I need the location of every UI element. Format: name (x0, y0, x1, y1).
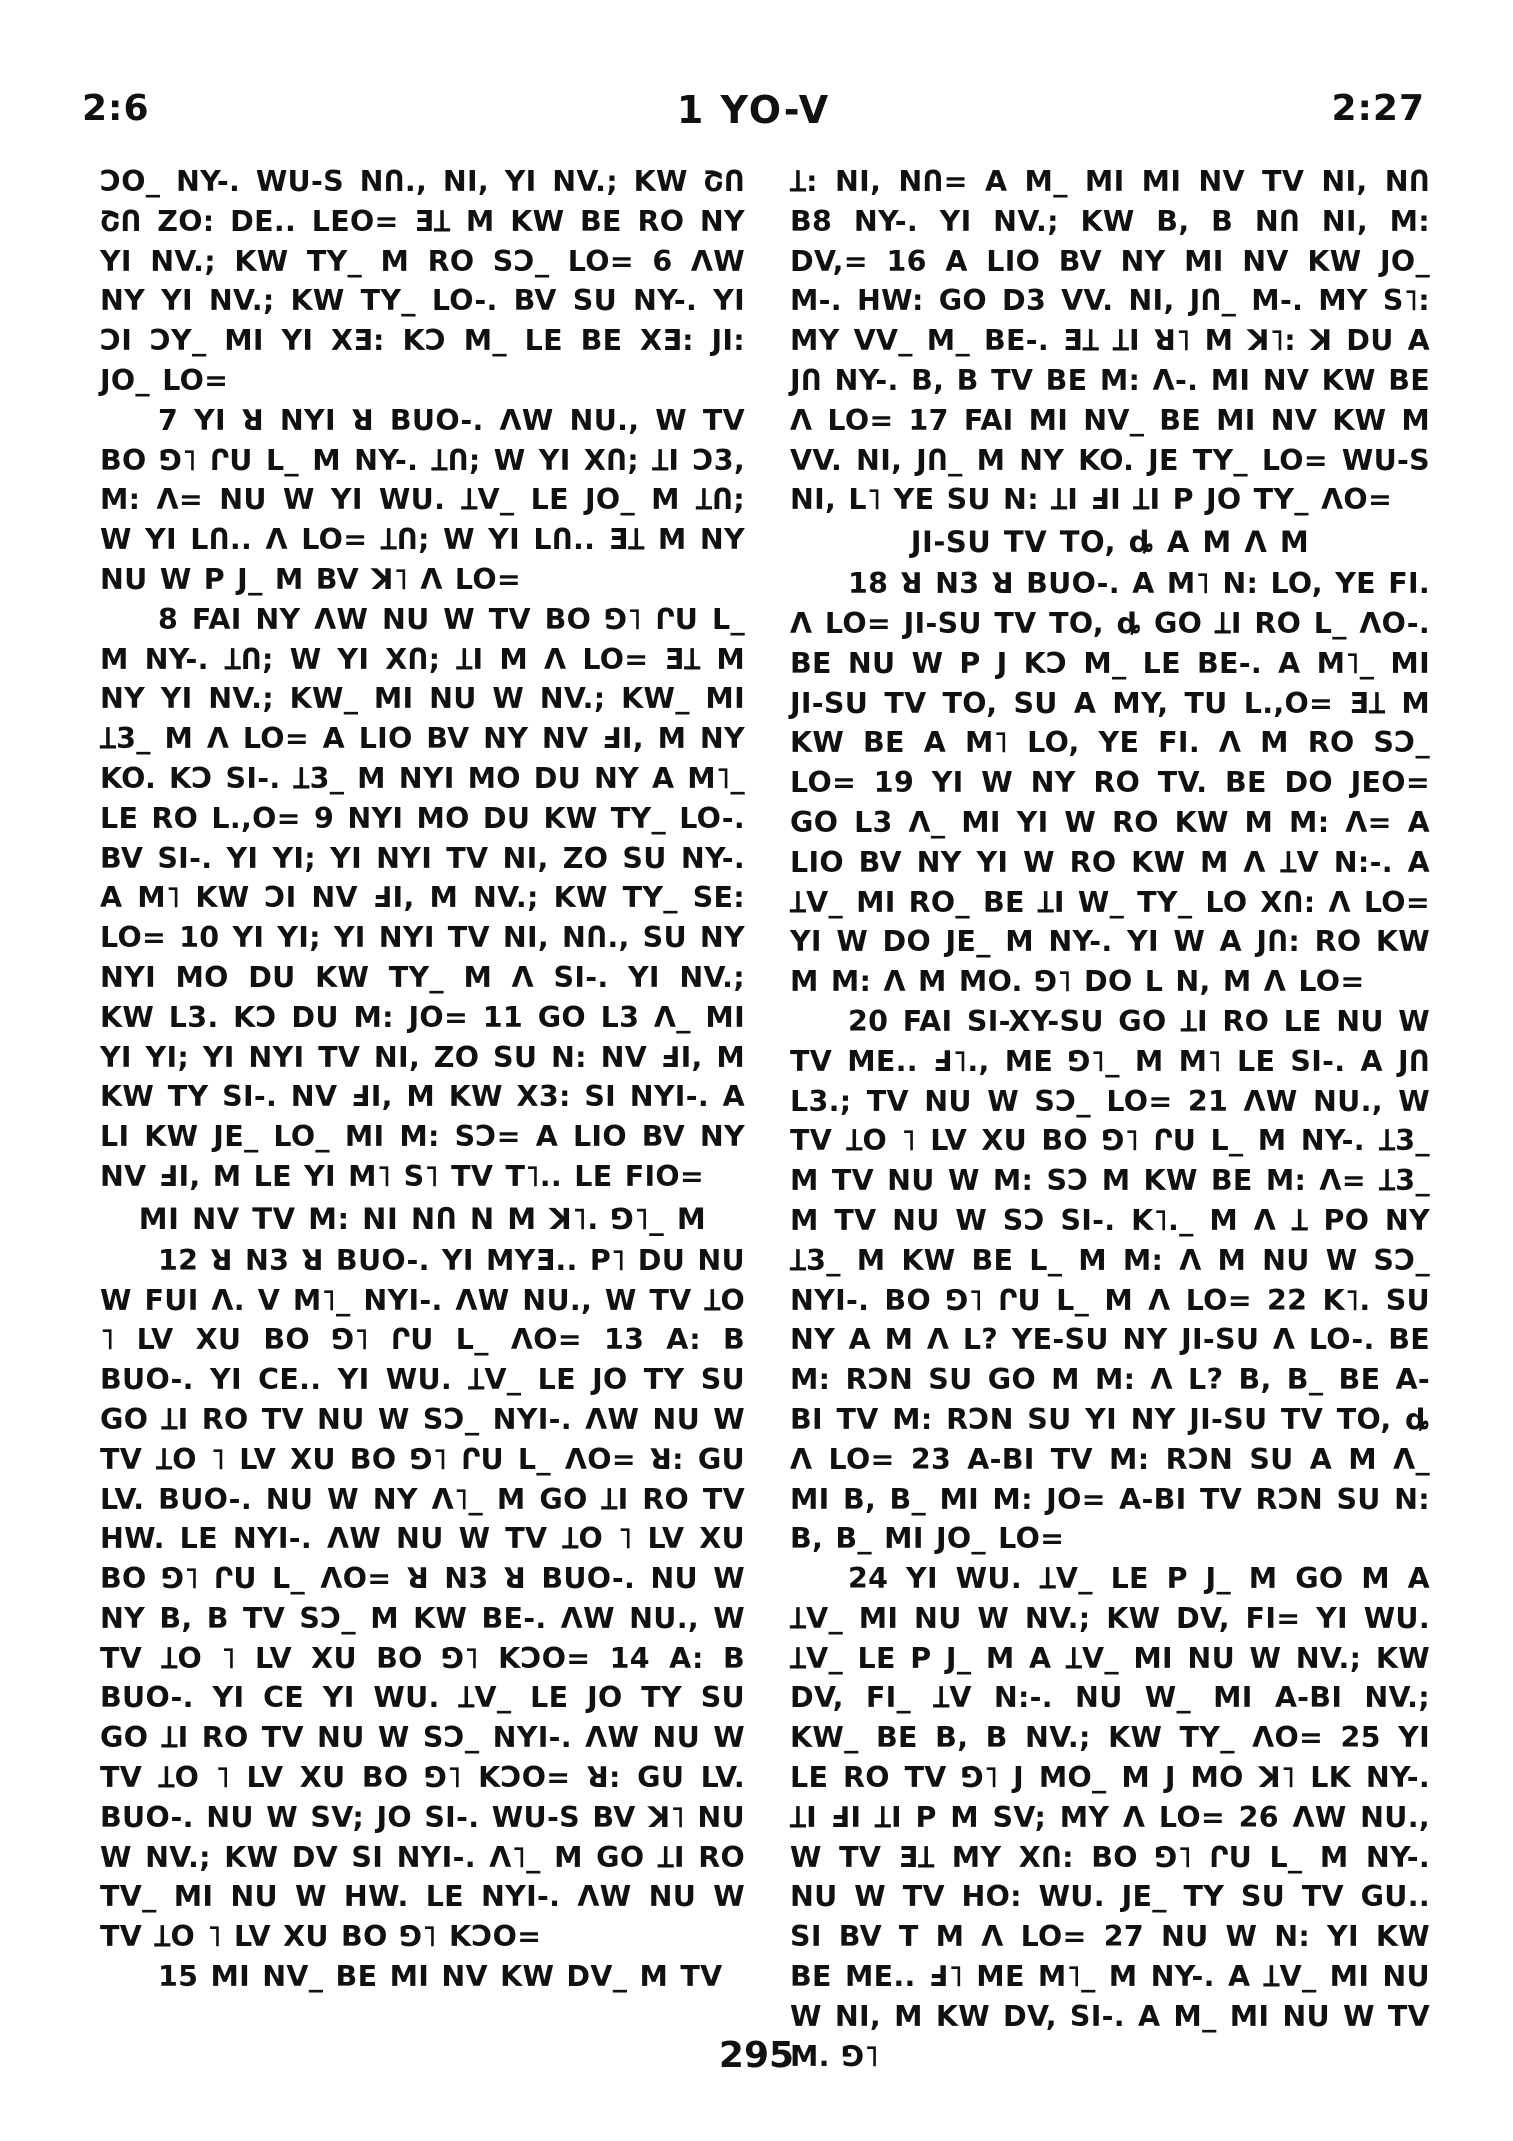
page-header (82, 88, 1425, 148)
verse-paragraph: 8 FAI NY ɅW NU W TV BO ⅁˥ ՐU L_ M NY-. ꞱՈ; W YI XՈ; ꞱI M Ʌ LO= ƎꞱ M NY YI NV.; KW_ MI NU W NV.; KW_ MI Ʇ3_ M Ʌ LO= A LIO BV NY NV ℲI, M NY KO. KƆ SI-. Ʇ3_ M NYI MO DU NY A M˥_ LE RO L.,O= 9 NYI MO DU KW TY_ LO-. BV SI-. YI YI; YI NYI TV NI, ZO SU NY-. A M˥ KW ƆI NV ℲI, M NV.; KW TY_ SE: LO= 10 YI YI; YI NYI TV NI, NՈ., SU NY NYI MO DU KW TY_ M Ʌ SI-. YI NV.; KW L3. KƆ DU M: JO= 11 GO L3 Ʌ_ MI YI YI; YI NYI TV NI, ZO SU N: NV ℲI, M KW TY SI-. NV ℲI, M KW X3: SI NYI-. A LI KW JE_ LO_ MI M: SƆ= A LIO BV NY NV ℲI, M LE YI M˥ S˥ TV T˥.. LE FIO= (100, 602, 745, 1193)
verse-paragraph: Ʇ: NI, NՈ= A M_ MI MI NV TV NI, NՈ B8 NY-. YI NV.; KW B, B NՈ NI, M: DV,= 16 A LIO BV NY MI NV KW JO_ M-. HW: GO D3 VV. NI, JՈ_ M-. MY S˥: MY VV_ M_ BE-. ƎꞱ ꞱI ꓤ˥ M ꓘ˥: ꓘ DU A JՈ NY-. B, B TV BE M: Ʌ-. MI NV KW BE Ʌ LO= 17 FAI MI NV_ BE MI NV KW M VV. NI, JՈ_ M NY KO. JE TY_ LO= WU-S NI, L˥ YE SU N: ꞱI ℲI ꞱI P JO TY_ ɅO= (790, 165, 1430, 517)
verse-paragraph: 24 YI WU. ꞱV_ LE P J_ M GO M A ꞱV_ MI NU W NV.; KW DV, FI= YI WU. ꞱV_ LE P J_ M A ꞱV_ MI NU W NV.; KW DV, FI_ ꞱV N:-. NU W_ MI A-BI NV.; KW_ BE B, B NV.; KW TY_ ɅO= 25 YI LE RO TV ⅁˥ J MO_ M J MO ꓘ˥ LK NY-. ꞱI ℲI ꞱI P M SV; MY Ʌ LO= 26 ɅW NU., W TV ƎꞱ MY XՈ: BO ⅁˥ ՐU L_ M NY-. NU W TV HO: WU. JE_ TY SU TV GU.. SI BV T M Ʌ LO= 27 NU W N: YI KW BE ME.. Ⅎ˥ ME M˥_ M NY-. A ꞱV_ MI NU W NI, M KW DV, SI-. A M_ MI NU W TV M. ⅁˥ (790, 1562, 1430, 2073)
section-heading: JI-SU TV TO, ȡ A M Ʌ M (910, 525, 1310, 560)
verse-paragraph: 7 YI ꓤ NYI ꓤ BUO-. ɅW NU., W TV BO ⅁˥ ՐU L_ M NY-. ꞱՈ; W YI XՈ; ꞱI Ɔ3, M: Ʌ= NU W YI WU. ꞱV_ LE JO_ M ꞱՈ; W YI LՈ.. Ʌ LO= ꞱՈ; W YI LՈ.. ƎꞱ M NY NU W P J_ M BV ꓘ˥ Ʌ LO= (100, 403, 745, 596)
verse-paragraph: 15 MI NV_ BE MI NV KW DV_ M TV (158, 1960, 723, 1994)
right-verse-reference: 2:27 (1331, 88, 1425, 129)
left-verse-reference: 2:6 (82, 88, 150, 129)
section-heading: MI NV TV M: NI NՈ N M ꓘ˥. ⅁˥_ M (138, 1201, 707, 1236)
left-text-column (100, 162, 745, 1997)
verse-paragraph: ƆO_ NY-. WU-S NՈ., NI, YI NV.; KW ՇՈ ՇՈ ZO: DE.. LEO= ƎꞱ M KW BE RO NY YI NV.; KW TY_ M RO SƆ_ LO= 6 ɅW NY YI NV.; KW TY_ LO-. BV SU NY-. YI ƆI ƆY_ MI YI XƎ: KƆ M_ LE BE XƎ: JI: JO_ LO= (100, 165, 745, 397)
verse-paragraph: 12 ꓤ N3 ꓤ BUO-. YI MYƎ.. P˥ DU NU W FUI Ʌ. V M˥_ NYI-. ɅW NU., W TV ꞱO ˥ LV XU BO ⅁˥ ՐU L_ ɅO= 13 A: B BUO-. YI CE.. YI WU. ꞱV_ LE JO TY SU GO ꞱI RO TV NU W SƆ_ NYI-. ɅW NU W TV ꞱO ˥ LV XU BO ⅁˥ ՐU L_ ɅO= ꓤ: GU LV. BUO-. NU W NY Ʌ˥_ M GO ꞱI RO TV HW. LE NYI-. ɅW NU W TV ꞱO ˥ LV XU BO ⅁˥ ՐU L_ ɅO= ꓤ N3 ꓤ BUO-. NU W NY B, B TV SƆ_ M KW BE-. ɅW NU., W TV ꞱO ˥ LV XU BO ⅁˥ KƆO= 14 A: B BUO-. YI CE YI WU. ꞱV_ LE JO TY SU GO ꞱI RO TV NU W SƆ_ NYI-. ɅW NU W TV ꞱO ˥ LV XU BO ⅁˥ KƆO= ꓤ: GU LV. BUO-. NU W SV; JO SI-. WU-S BV ꓘ˥ NU W NV.; KW DV SI NYI-. Ʌ˥_ M GO ꞱI RO TV_ MI NU W HW. LE NYI-. ɅW NU W TV ꞱO ˥ LV XU BO ⅁˥ KƆO= (100, 1243, 746, 1954)
right-text-column (790, 162, 1430, 2076)
page-number: 295 (718, 2035, 795, 2076)
verse-paragraph: 18 ꓤ N3 ꓤ BUO-. A M˥ N: LO, YE FI. Ʌ LO= JI-SU TV TO, ȡ GO ꞱI RO L_ ɅO-. BE NU W P J KƆ M_ LE BE-. A M˥_ MI JI-SU TV TO, SU A MY, TU L.,O= ƎꞱ M KW BE A M˥ LO, YE FI. Ʌ M RO SƆ_ LO= 19 YI W NY RO TV. BE DO JEO= GO L3 Ʌ_ MI YI W RO KW M M: Ʌ= A LIO BV NY YI W RO KW M Ʌ ꞱV N:-. A ꞱV_ MI RO_ BE ꞱI W_ TY_ LO XՈ: Ʌ LO= YI W DO JE_ M NY-. YI W A JՈ: RO KW M M: Ʌ M MO. ⅁˥ DO L N, M Ʌ LO= (790, 567, 1430, 999)
book-title: 1 YO-V (676, 88, 831, 132)
verse-paragraph: 20 FAI SI-XY-SU GO ꞱI RO LE NU W TV ME.. Ⅎ˥., ME ⅁˥_ M M˥ LE SI-. A JՈ L3.; TV NU W SƆ_ LO= 21 ɅW NU., W TV ꞱO ˥ LV XU BO ⅁˥ ՐU L_ M NY-. Ʇ3_ M TV NU W M: SƆ M KW BE M: Ʌ= Ʇ3_ M TV NU W SƆ SI-. K˥._ M Ʌ Ʇ PO NY Ʇ3_ M KW BE L_ M M: Ʌ M NU W SƆ_ NYI-. BO ⅁˥ ՐU L_ M Ʌ LO= 22 K˥. SU NY A M Ʌ L? YE-SU NY JI-SU Ʌ LO-. BE M: RƆN SU GO M M: Ʌ L? B, B_ BE A-BI TV M: RƆN SU YI NY JI-SU TV TO, ȡ Ʌ LO= 23 A-BI TV M: RƆN SU A M Ʌ_ MI B, B_ MI M: JO= A-BI TV RƆN SU N: B, B_ MI JO_ LO= (790, 1004, 1430, 1556)
